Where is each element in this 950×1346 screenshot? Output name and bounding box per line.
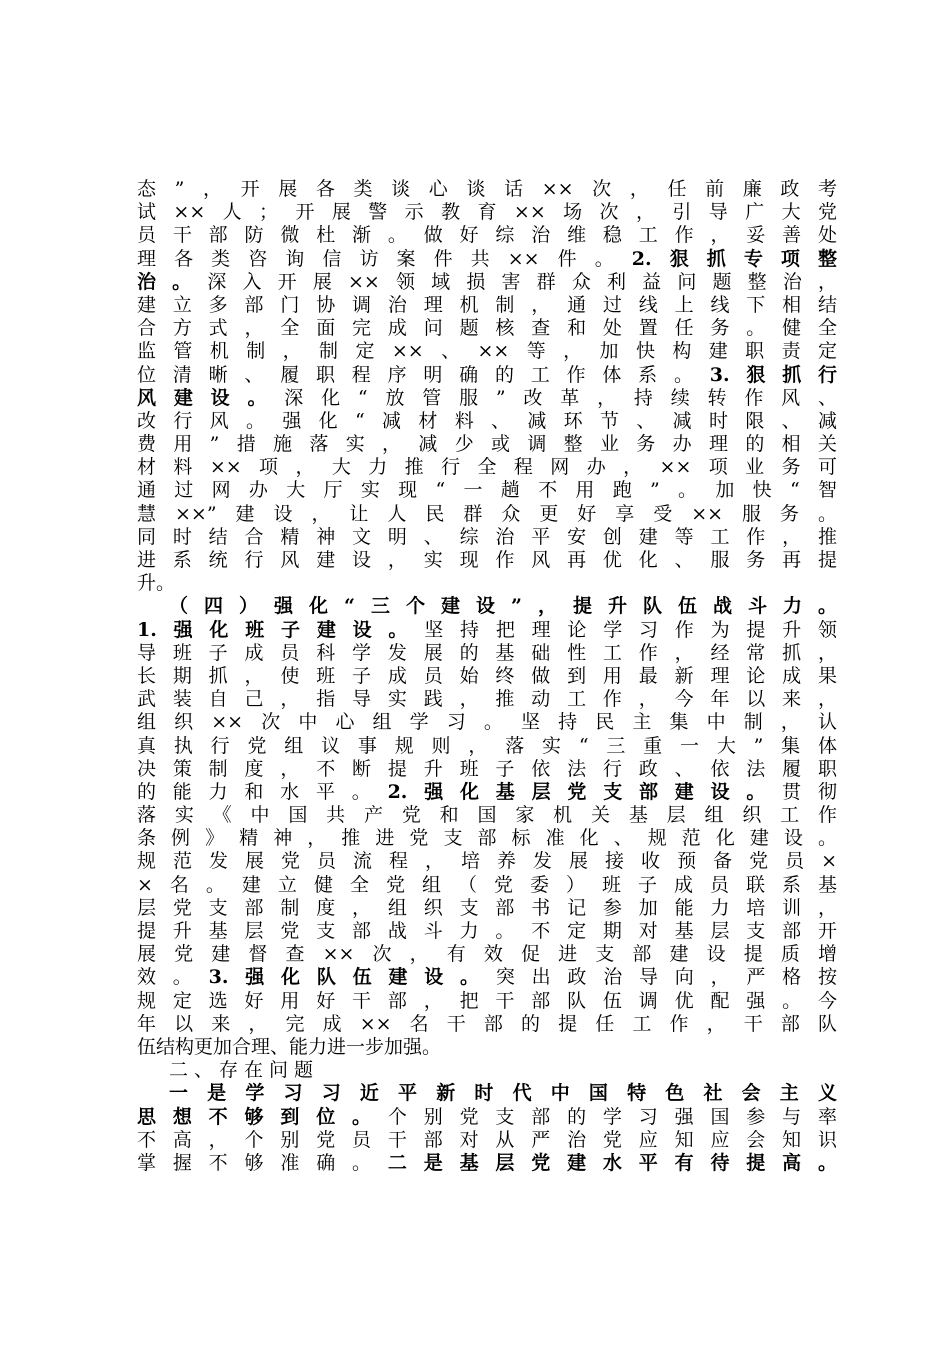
body-text: 长期抓，使班子成员始终做到用最新理论成果 xyxy=(137,664,837,687)
body-text: 突出政治导向，严格按 xyxy=(495,966,837,989)
bold-text: 治。 xyxy=(137,270,208,293)
text-line xyxy=(137,1036,837,1059)
text-line xyxy=(137,920,837,943)
text-line xyxy=(137,804,837,827)
body-text: 个别党支部的学习强国参与率 xyxy=(387,1105,837,1128)
text-line xyxy=(137,874,837,897)
bold-text: 风建设。 xyxy=(137,386,285,409)
body-text: 不高，个别党员干部对从严治党应知应会知识 xyxy=(137,1128,837,1151)
text-line xyxy=(137,850,837,873)
body-text: 真执行党组议事规则，落实“三重一大”集体 xyxy=(137,734,837,757)
text-line xyxy=(137,827,837,850)
text-line xyxy=(137,781,837,804)
body-text: 展党建督查××次，有效促进支部建设提质增 xyxy=(137,943,837,966)
body-text: 的能力和水平。 xyxy=(137,780,388,803)
text-line xyxy=(137,735,837,758)
text-line xyxy=(137,410,837,433)
text-line xyxy=(137,595,837,618)
body-text: 合方式，全面完成问题核查和处置任务。健全 xyxy=(137,317,837,340)
bold-text: 2.狠抓专项整 xyxy=(631,247,837,270)
body-text: 掌握不够准确。 xyxy=(137,1151,388,1174)
text-line xyxy=(137,711,837,734)
text-line xyxy=(137,178,837,201)
body-text: 落实《中国共产党和国家机关基层组织工作 xyxy=(137,804,837,827)
body-text: 伍结构更加合理、能力进一步加强。 xyxy=(137,1035,442,1058)
text-line xyxy=(137,526,837,549)
text-line xyxy=(137,340,837,363)
bold-text: 2.强化基层党支部建设。 xyxy=(387,780,783,803)
text-line xyxy=(137,619,837,642)
body-text: 决策制度，不断提升班子依法行政、依法履职 xyxy=(137,757,837,780)
text-line xyxy=(137,317,837,340)
bold-text: 一是学习习近平新时代中国特色社会主义 xyxy=(169,1082,837,1105)
body-text: 位清晰、履职程序明确的工作体系。 xyxy=(137,363,710,386)
body-text: 通过网办大厅实现“一趟不用跑”。加快“智 xyxy=(137,479,837,502)
text-line xyxy=(137,688,837,711)
text-line xyxy=(137,479,837,502)
text-line xyxy=(137,503,837,526)
text-line xyxy=(137,433,837,456)
text-line xyxy=(137,966,837,989)
bold-text: （四）强化“三个建设”，提升队伍战斗力。 xyxy=(169,595,837,618)
bold-text: 思想不够到位。 xyxy=(137,1105,388,1128)
body-text: 费用”措施落实，减少或调整业务办理的相关 xyxy=(137,433,837,456)
text-line xyxy=(137,294,837,317)
text-line xyxy=(137,224,837,247)
body-text: 导班子成员科学发展的基础性工作，经常抓， xyxy=(137,641,837,664)
body-text: 材料××项，大力推行全程网办，××项业务可 xyxy=(137,456,837,479)
body-text: 年以来，完成××名干部的提任工作，干部队 xyxy=(137,1012,837,1035)
text-line xyxy=(137,271,837,294)
text-line xyxy=(137,758,837,781)
body-text: 员干部防微杜渐。做好综治维稳工作，妥善处 xyxy=(137,224,837,247)
text-line xyxy=(137,1152,837,1175)
bold-text: 3.强化队伍建设。 xyxy=(208,966,496,989)
body-text: 试××人；开展警示教育××场次，引导广大党 xyxy=(137,201,837,224)
text-line xyxy=(137,549,837,572)
body-text: 提升基层党支部战斗力。不定期对基层支部开 xyxy=(137,920,837,942)
text-line xyxy=(137,572,837,595)
text-line xyxy=(137,1106,837,1129)
body-text: 深入开展××领域损害群众利益问题整治， xyxy=(207,270,837,293)
body-text: 建立多部门协调治理机制，通过线上线下相结 xyxy=(137,293,837,316)
body-text: 效。 xyxy=(137,966,209,989)
bold-text: 二是基层党建水平有待提高。 xyxy=(387,1151,837,1174)
body-text: 态”，开展各类谈心谈话××次，任前廉政考 xyxy=(137,178,837,200)
text-line xyxy=(137,943,837,966)
body-text: 升。 xyxy=(137,572,176,595)
text-line xyxy=(137,387,837,410)
body-text: 深化“放管服”改革，持续转作风、 xyxy=(284,386,837,409)
document-body xyxy=(137,178,837,1175)
text-line xyxy=(137,248,837,271)
bold-text: 1.强化班子建设。 xyxy=(137,618,425,641)
body-text: 理各类咨询信访案件共××件。 xyxy=(137,247,632,270)
body-text: 进系统行风建设，实现作风再优化、服务再提 xyxy=(137,549,837,571)
body-text: ×名。建立健全党组（党委）班子成员联系基 xyxy=(137,873,837,896)
text-line xyxy=(137,201,837,224)
section-heading xyxy=(137,1059,837,1082)
text-line xyxy=(137,456,837,479)
text-line xyxy=(137,1082,837,1105)
body-text: 层党支部制度，组织支部书记参加能力培训， xyxy=(137,896,837,919)
body-text: 监管机制，制定××、××等，加快构建职责定 xyxy=(137,340,837,363)
text-line xyxy=(137,1129,837,1152)
body-text: 条例》精神，推进党支部标准化、规范化建设。 xyxy=(137,827,837,850)
body-text: 改行风。强化“减材料、减环节、减时限、减 xyxy=(137,409,837,432)
text-line xyxy=(137,990,837,1013)
text-line xyxy=(137,897,837,920)
text-line xyxy=(137,665,837,688)
body-text: 慧××”建设，让人民群众更好享受××服务。 xyxy=(137,502,837,525)
body-text: 组织××次中心组学习。坚持民主集中制，认 xyxy=(137,711,837,734)
text-line xyxy=(137,364,837,387)
text-line xyxy=(137,1013,837,1036)
body-text: 规定选好用好干部，把干部队伍调优配强。今 xyxy=(137,989,837,1012)
body-text: 二、存在问题 xyxy=(169,1059,320,1082)
body-text: 贯彻 xyxy=(782,780,837,803)
body-text: 规范发展党员流程，培养发展接收预备党员× xyxy=(137,850,837,873)
body-text: 同时结合精神文明、综治平安创建等工作，推 xyxy=(137,525,837,548)
text-line xyxy=(137,642,837,665)
bold-text: 3.狠抓行 xyxy=(709,363,837,386)
body-text: 坚持把理论学习作为提升领 xyxy=(424,618,837,641)
body-text: 武装自己，指导实践，推动工作，今年以来， xyxy=(137,688,837,711)
